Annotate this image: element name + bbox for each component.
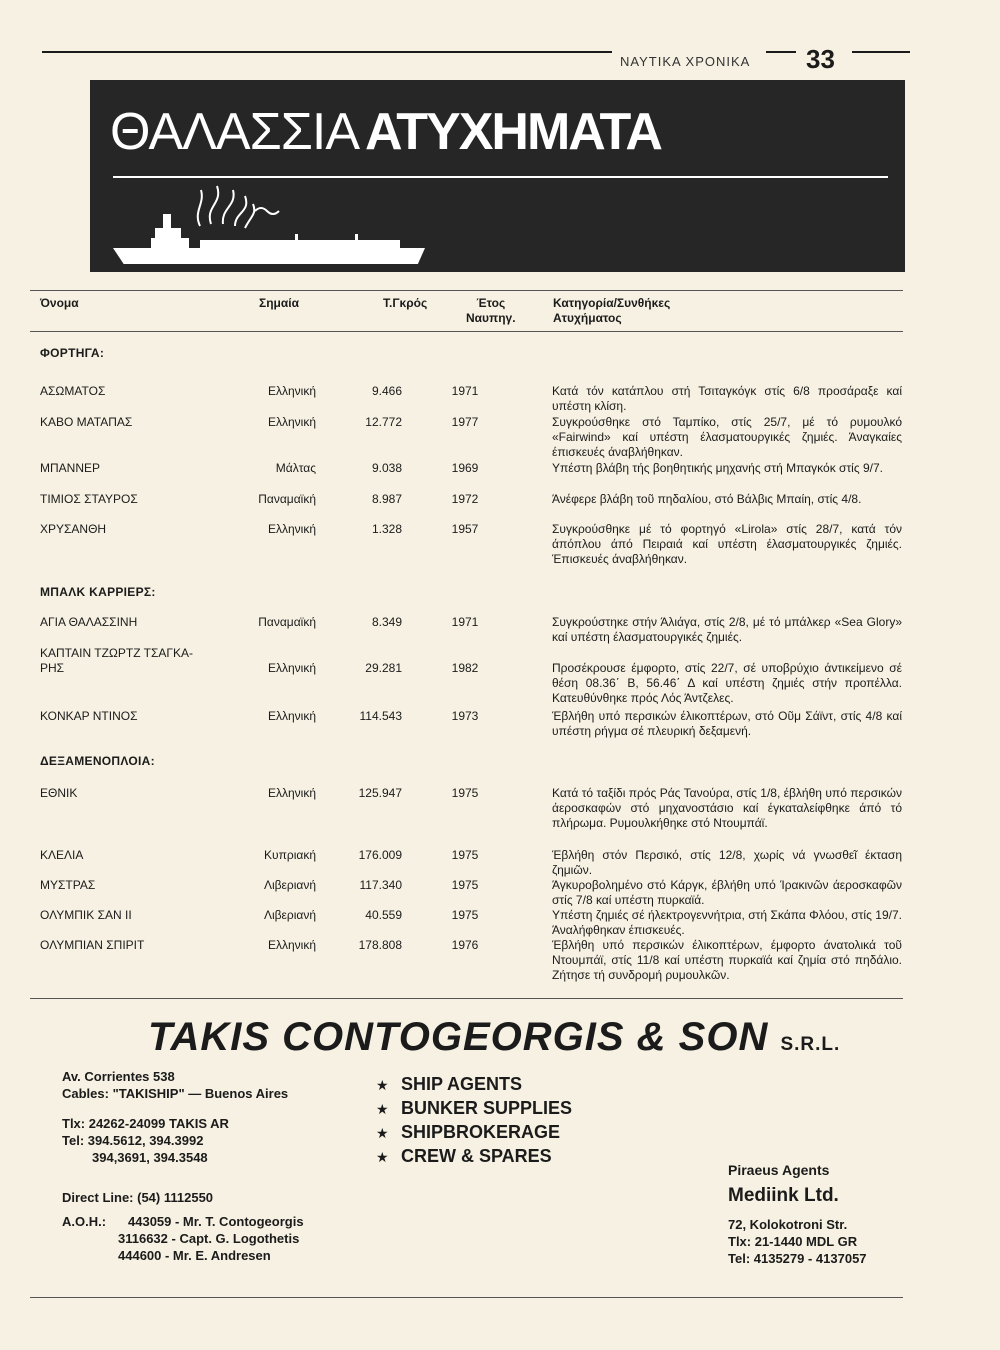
agents-telex: Tlx: 21-1440 MDL GR	[728, 1234, 858, 1249]
ship-name: ΑΓΙΑ ΘΑΛΑΣΣΙΝΗ	[40, 615, 138, 629]
ad-aoh-label: A.O.H.:	[62, 1214, 107, 1229]
col-header-category-line2: Ατυχήματος	[553, 311, 622, 325]
agents-name: Mediink Ltd.	[728, 1185, 839, 1206]
ship-grt: 176.009	[358, 848, 402, 862]
star-icon: ★	[376, 1149, 389, 1165]
ship-flag: Κυπριακή	[264, 848, 316, 862]
magazine-name: ΝΑΥΤΙΚΑ ΧΡΟΝΙΚΑ	[620, 54, 751, 69]
ship-year: 1972	[451, 492, 479, 506]
section-title: ΔΕΞΑΜΕΝΟΠΛΟΙΑ:	[40, 754, 155, 768]
header-rule-right	[852, 51, 910, 53]
service-item	[376, 1098, 572, 1122]
incident-description: Συγκρούσθηκε στό Ταμπίκο, στίς 25/7, μέ τό ρυμουλκό «Fairwind» καί υπέστη έλασματουργικές ζημιές. Άναγκαίες έπισκευές άναβλήθηκαν.	[552, 415, 902, 459]
incident-description: Άγκυροβολημένο στό Κάργκ, έβλήθη υπό Ίρακινῶν άεροσκαφῶν στίς 7/8 καί υπέστη πυρκαϊά.	[552, 878, 902, 907]
table-top-rule	[30, 290, 903, 291]
burning-ship-icon	[105, 176, 465, 266]
ship-flag: Μάλτας	[275, 461, 316, 475]
service-label: BUNKER SUPPLIES	[401, 1098, 573, 1118]
ad-telex: Tlx: 24262-24099 TAKIS AR	[62, 1116, 229, 1131]
ship-year: 1977	[451, 415, 479, 429]
col-header-year	[466, 296, 516, 326]
incident-description: Κατά τό ταξίδι πρός Ράς Τανούρα, στίς 1/8, έβλήθη υπό περσικών άεροσκαφών στό μηχανοστάσιο καί έγκαταλείφθηκε άπό τό πλήρωμα. Ρυμουλκήθηκε στό Ντουμπάϊ.	[552, 786, 902, 830]
agents-telephone: Tel: 4135279 - 4137057	[728, 1251, 867, 1266]
incident-description: Υπέστη ζημιές σέ ήλεκτρογεννήτρια, στή Σκάπα Φλόου, στίς 19/7. Άναλήφθηκαν έπισκευές.	[552, 908, 902, 937]
ship-name: ΕΘΝΙΚ	[40, 786, 78, 800]
service-label: CREW & SPARES	[401, 1146, 552, 1166]
service-item	[376, 1122, 572, 1146]
section-title: ΜΠΑΛΚ ΚΑΡΡΙΕΡΣ:	[40, 585, 156, 599]
agents-address: 72, Kolokotroni Str.	[728, 1217, 848, 1232]
col-header-grt: Τ.Γκρός	[383, 296, 428, 310]
ship-name: ΑΣΩΜΑΤΟΣ	[40, 384, 106, 398]
ship-name: ΚΑΒΟ ΜΑΤΑΠΑΣ	[40, 415, 133, 429]
ad-aoh-contact: 444600 - Mr. E. Andresen	[118, 1248, 271, 1263]
title-banner	[90, 80, 905, 272]
ship-name: ΟΛΥΜΠΙΑΝ ΣΠΙΡΙΤ	[40, 938, 145, 952]
header-rule-mid	[766, 51, 796, 53]
ship-grt: 9.038	[371, 461, 402, 475]
ship-year: 1975	[451, 908, 479, 922]
ship-name: ΚΑΠΤΑΙΝ ΤΖΩΡΤΖ ΤΣΑΓΚΑ-	[40, 646, 194, 660]
agents-heading: Piraeus Agents	[728, 1162, 830, 1178]
ship-name: ΟΛΥΜΠΙΚ ΣΑΝ ΙΙ	[40, 908, 132, 922]
ship-flag: Ελληνική	[267, 661, 316, 675]
incident-description: Έβλήθη υπό περσικών έλικοπτέρων, στό Οῦμ Σάϊντ, στίς 4/8 καί υπέστη ρήγμα σέ πλευρική δεξαμενή.	[552, 709, 902, 738]
ship-flag: Ελληνική	[267, 384, 316, 398]
ship-name: ΚΟΝΚΑΡ ΝΤΙΝΟΣ	[40, 709, 138, 723]
incident-description: Συγκρούστηκε στήν Άλιάγα, στίς 2/8, μέ τό μπάλκερ «Sea Glory» καί υπέστη έλασματουργικές ζημιές.	[552, 615, 902, 644]
ship-flag: Ελληνική	[267, 415, 316, 429]
ship-grt: 29.281	[365, 661, 402, 675]
ad-aoh-contact: 443059 - Mr. T. Contogeorgis	[128, 1214, 304, 1229]
ship-flag: Ελληνική	[267, 709, 316, 723]
incident-description: Υπέστη βλάβη τής βοηθητικής μηχανής στή Μπαγκόκ στίς 9/7.	[552, 461, 883, 475]
ship-year: 1971	[451, 384, 479, 398]
ship-name-continued: ΡΗΣ	[40, 661, 65, 675]
header-rule-left	[42, 51, 612, 53]
incident-description: Έβλήθη στόν Περσικό, στίς 12/8, χωρίς νά γνωσθεῖ έκταση ζημιῶν.	[552, 848, 902, 877]
incident-description: Συγκρούσθηκε μέ τό φορτηγό «Lirola» στίς 28/7, κατά τόν άπόπλου άπό Πειραιά καί υπέστη έλασματουργικές ζημιές. Έπισκευές άναβλήθηκαν.	[552, 522, 902, 566]
ad-services-list	[376, 1074, 572, 1170]
ship-grt: 125.947	[358, 786, 402, 800]
ship-name: ΧΡΥΣΑΝΘΗ	[40, 522, 107, 536]
ship-year: 1971	[451, 615, 479, 629]
page-number: 33	[806, 44, 835, 74]
ship-grt: 178.808	[358, 938, 402, 952]
banner-title-bold: ΑΤΥΧΗΜΑΤΑ	[365, 103, 661, 161]
ship-flag: Παναμαϊκή	[258, 492, 316, 506]
col-header-name: Όνομα	[40, 296, 79, 310]
ship-flag: Ελληνική	[267, 938, 316, 952]
table-bottom-rule	[30, 998, 903, 999]
page-bottom-rule	[30, 1297, 903, 1298]
incident-description: Προσέκρουσε έμφορτο, στίς 22/7, σέ υποβρύχιο άντικείμενο σέ θέση 08.36΄ Β, 56.46΄ Δ καί υπέστη ζημιές στήν προπέλλα. Κατευθύνθηκε πρός Λός Άντζελες.	[552, 661, 902, 705]
ship-flag: Ελληνική	[267, 522, 316, 536]
ad-company-name	[148, 1015, 840, 1060]
col-header-category-line1: Κατηγορία/Συνθήκες	[553, 296, 671, 310]
ship-year: 1973	[451, 709, 479, 723]
ad-company-suffix: S.R.L.	[780, 1034, 841, 1055]
ad-aoh-contact: 3116632 - Capt. G. Logothetis	[118, 1231, 300, 1246]
ship-grt: 8.349	[371, 615, 402, 629]
ship-grt: 114.543	[359, 709, 402, 723]
ship-flag: Λιβεριανή	[263, 878, 316, 892]
ad-telephone: Tel: 394.5612, 394.3992	[62, 1133, 204, 1148]
ship-grt: 117.340	[359, 878, 402, 892]
star-icon: ★	[376, 1077, 389, 1093]
incident-description: Άνέφερε βλάβη τοῦ πηδαλίου, στό Βάλβις Μπαίη, στίς 4/8.	[552, 492, 862, 506]
ship-flag: Παναμαϊκή	[258, 615, 316, 629]
ship-year: 1975	[451, 848, 479, 862]
ship-year: 1982	[451, 661, 479, 675]
ship-grt: 12.772	[365, 415, 402, 429]
service-item	[376, 1146, 572, 1170]
col-header-flag: Σημαία	[259, 296, 299, 310]
col-header-category	[553, 296, 670, 326]
ship-grt: 40.559	[365, 908, 402, 922]
ship-name: ΜΠΑΝΝΕΡ	[40, 461, 101, 475]
ship-name: ΚΛΕΛΙΑ	[40, 848, 84, 862]
ship-year: 1957	[451, 522, 479, 536]
ad-company: TAKIS CONTOGEORGIS & SON	[148, 1015, 769, 1059]
col-header-year-line1: Έτος	[476, 296, 506, 310]
ad-cables: Cables: "TAKISHIP" — Buenos Aires	[62, 1086, 289, 1101]
incident-description: Έβλήθη υπό περσικών έλικοπτέρων, έμφορτο άνατολικά τοῦ Ντουμπάϊ, στίς 11/8 καί υπέστη πυρκαϊά καί ζημία στό πηδάλιο. Ζήτησε τή συνδρομή ρυμουλκῶν.	[552, 938, 902, 982]
ad-telephone-2: 394,3691, 394.3548	[92, 1150, 208, 1165]
section-title: ΦΟΡΤΗΓΑ:	[40, 346, 105, 360]
ship-grt: 1.328	[371, 522, 402, 536]
ship-year: 1969	[451, 461, 479, 475]
ship-name: ΜΥΣΤΡΑΣ	[40, 878, 96, 892]
service-item	[376, 1074, 572, 1098]
ship-flag: Ελληνική	[267, 786, 316, 800]
service-label: SHIP AGENTS	[401, 1074, 523, 1094]
ship-flag: Λιβεριανή	[263, 908, 316, 922]
ship-grt: 8.987	[371, 492, 402, 506]
ship-year: 1976	[451, 938, 479, 952]
ship-name: ΤΙΜΙΟΣ ΣΤΑΥΡΟΣ	[40, 492, 138, 506]
banner-title-light: ΘΑΛΑΣΣΙΑ	[110, 103, 360, 161]
col-header-year-line2: Ναυπηγ.	[466, 311, 516, 325]
banner-title	[110, 102, 661, 162]
ship-year: 1975	[451, 878, 479, 892]
service-label: SHIPBROKERAGE	[401, 1122, 561, 1142]
table-header-rule	[30, 331, 903, 332]
ad-direct-line: Direct Line: (54) 1112550	[62, 1190, 214, 1205]
ad-address: Av. Corrientes 538	[62, 1069, 175, 1084]
ship-year: 1975	[451, 786, 479, 800]
incident-description: Κατά τόν κατάπλου στή Τσιταγκόγκ στίς 6/8 προσάραξε καί υπέστη κλίση.	[552, 384, 902, 413]
star-icon: ★	[376, 1101, 389, 1117]
star-icon: ★	[376, 1125, 389, 1141]
ship-grt: 9.466	[371, 384, 402, 398]
